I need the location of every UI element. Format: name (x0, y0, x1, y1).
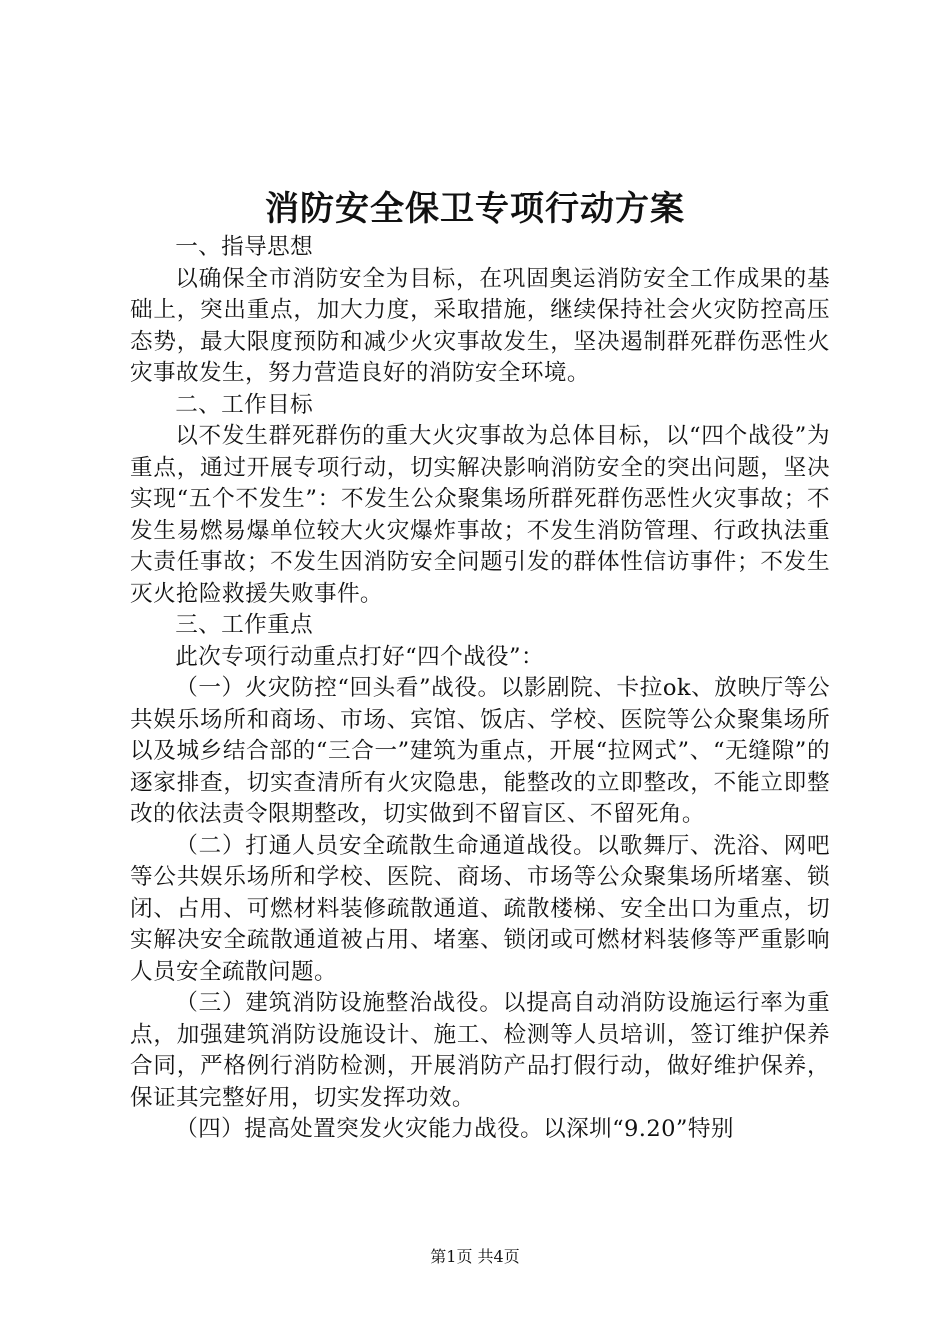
paragraph-campaign-4: （四）提高处置突发火灾能力战役。以深圳“9.20”特别 (175, 1116, 734, 1142)
document-title: 消防安全保卫专项行动方案 (265, 189, 685, 229)
section-heading-guiding-thought: 一、指导思想 (175, 234, 314, 260)
paragraph-guiding-thought: 以确保全市消防安全为目标，在巩固奥运消防安全工作成果的基础上，突出重点，加大力度，采取措施，继续保持社会火灾防控高压态势，最大限度预防和减少火灾事故发生，坚决遏制群死群伤恶性火灾事故发生，努力营造良好的消防安全环境。 (130, 265, 830, 386)
section-heading-work-goals: 二、工作目标 (175, 391, 314, 418)
paragraph-campaign-1: （一）火灾防控“回头看”战役。以影剧院、卡拉ok、放映厅等公共娱乐场所和商场、市场、宾馆、饭店、学校、医院等公众聚集场所以及城乡结合部的“三合一”建筑为重点，开展“拉网式”、“无缝隙”的逐家排查，切实查清所有火灾隐患，能整改的立即整改，不能立即整改的依法责令限期整改，切实做到不留盲区、不留死角。 (130, 675, 830, 827)
paragraph-campaign-2: （二）打通人员安全疏散生命通道战役。以歌舞厅、洗浴、网吧等公共娱乐场所和学校、医院、商场、市场等公众聚集场所堵塞、锁闭、占用、可燃材料装修疏散通道、疏散楼梯、安全出口为重点，切实解决安全疏散通道被占用、堵塞、锁闭或可燃材料装修等严重影响人员安全疏散问题。 (130, 832, 830, 985)
section-heading-work-focus: 三、工作重点 (175, 612, 314, 638)
page-footer: 第1页 共4页 (430, 1247, 520, 1266)
paragraph-work-goals: 以不发生群死群伤的重大火灾事故为总体目标，以“四个战役”为重点，通过开展专项行动，切实解决影响消防安全的突出问题，坚决实现“五个不发生”：不发生公众聚集场所群死群伤恶性火灾事故；不发生易燃易爆单位较大火灾爆炸事故；不发生消防管理、行政执法重大责任事故；不发生因消防安全问题引发的群体性信访事件；不发生灭火抢险救援失败事件。 (130, 423, 830, 607)
paragraph-four-campaigns-intro: 此次专项行动重点打好“四个战役”： (175, 643, 544, 670)
document-body (130, 232, 830, 1146)
paragraph-campaign-3: （三）建筑消防设施整治战役。以提高自动消防设施运行率为重点，加强建筑消防设施设计、施工、检测等人员培训，签订维护保养合同，严格例行消防检测，开展消防产品打假行动，做好维护保养，保证其完整好用，切实发挥功效。 (130, 990, 830, 1111)
